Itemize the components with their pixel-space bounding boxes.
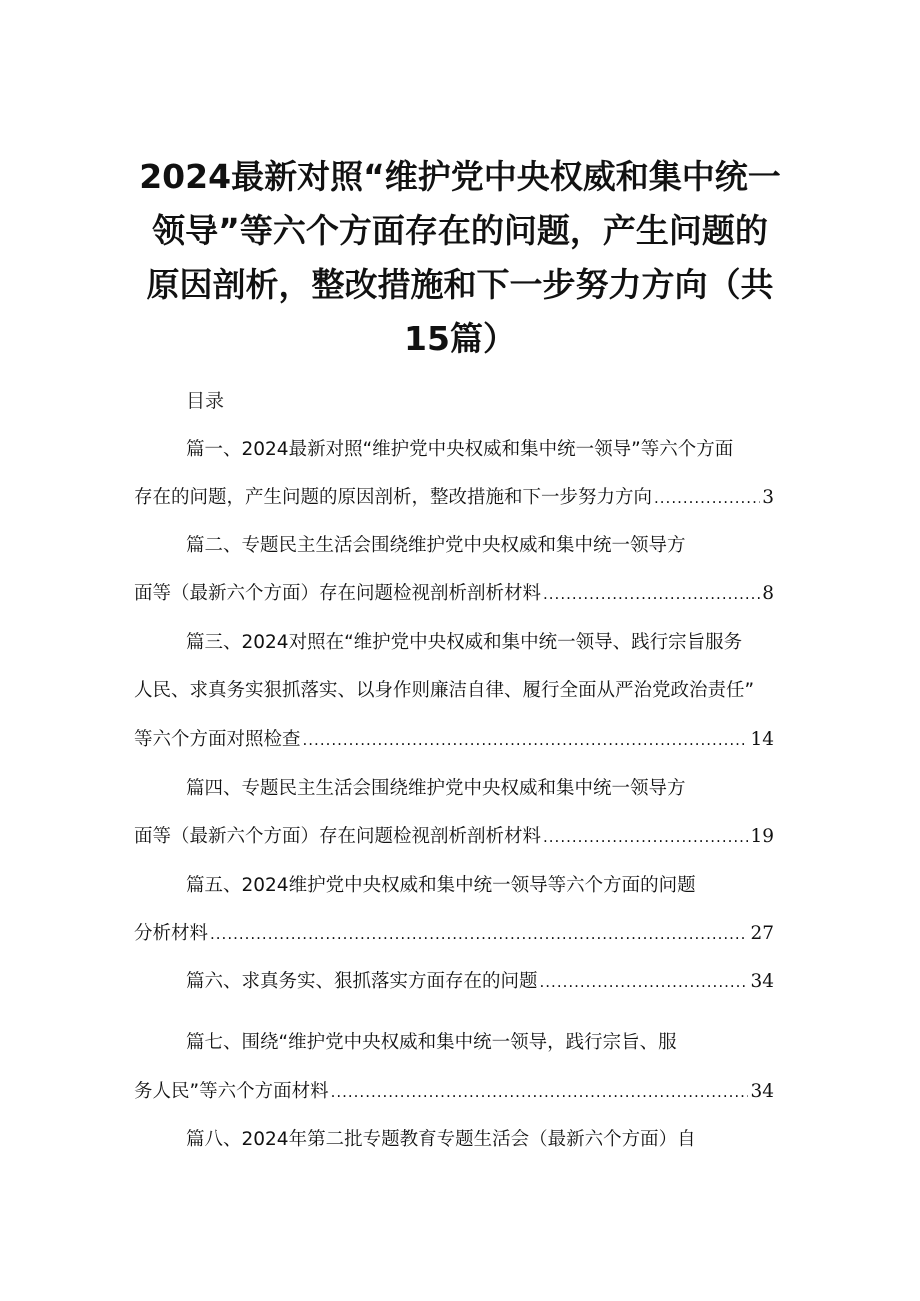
toc-heading: 目录 [186,390,225,412]
toc-page-number: 3 [762,487,774,508]
toc-entry-text: 面等（最新六个方面）存在问题检视剖析剖析材料 [134,826,542,847]
toc-entry-line[interactable] [134,921,774,947]
toc-entry-line[interactable] [134,1079,774,1105]
toc-page-number: 19 [750,826,774,847]
toc-entry-line[interactable] [134,581,774,607]
toc-entry-text: 分析材料 [134,923,209,944]
toc-leader-dots [303,727,749,753]
toc-leader-dots [210,921,748,947]
toc-entry-line[interactable] [134,485,774,511]
toc-entry-line[interactable]: 篇四、专题民主生活会围绕维护党中央权威和集中统一领导方 [186,778,686,799]
toc-entry-text: 面等（最新六个方面）存在问题检视剖析剖析材料 [134,583,542,604]
title-line: 15篇） [404,319,516,358]
toc-entry-line[interactable]: 篇五、2024维护党中央权威和集中统一领导等六个方面的问题 [186,875,696,896]
toc-entry-line[interactable] [134,727,774,753]
toc-page-number: 34 [750,971,774,992]
toc-leader-dots [543,581,760,607]
title-line: 领导”等六个方面存在的问题，产生问题的 [152,211,768,250]
title-line: 2024最新对照“维护党中央权威和集中统一 [139,157,781,196]
toc-entry-line[interactable]: 篇一、2024最新对照“维护党中央权威和集中统一领导”等六个方面 [186,439,734,460]
toc-entry-line[interactable]: 篇二、专题民主生活会围绕维护党中央权威和集中统一领导方 [186,535,686,556]
toc-entry-line[interactable]: 篇七、围绕“维护党中央权威和集中统一领导，践行宗旨、服 [186,1032,677,1053]
toc-entry-text: 存在的问题，产生问题的原因剖析，整改措施和下一步努力方向 [134,487,653,508]
toc-leader-dots [331,1079,749,1105]
toc-leader-dots [654,485,760,511]
toc-page-number: 34 [750,1081,774,1102]
toc-entry-line[interactable] [186,969,774,995]
toc-leader-dots [543,824,748,850]
toc-page-number: 14 [750,729,774,750]
toc-entry-text: 务人民”等六个方面材料 [134,1081,329,1102]
toc-leader-dots [540,969,749,995]
toc-entry-line[interactable]: 人民、求真务实狠抓落实、以身作则廉洁自律、履行全面从严治党政治责任” [134,680,755,701]
toc-entry-line[interactable] [134,824,774,850]
toc-entry-text: 篇六、求真务实、狠抓落实方面存在的问题 [186,971,538,992]
toc-entry-line[interactable]: 篇八、2024年第二批专题教育专题生活会（最新六个方面）自 [186,1129,696,1150]
title-line: 原因剖析，整改措施和下一步努力方向（共 [146,265,774,304]
toc-page-number: 8 [762,583,774,604]
toc-entry-line[interactable]: 篇三、2024对照在“维护党中央权威和集中统一领导、践行宗旨服务 [186,632,743,653]
toc-entry-text: 等六个方面对照检查 [134,729,301,750]
toc-page-number: 27 [750,923,774,944]
document-title [120,150,800,366]
